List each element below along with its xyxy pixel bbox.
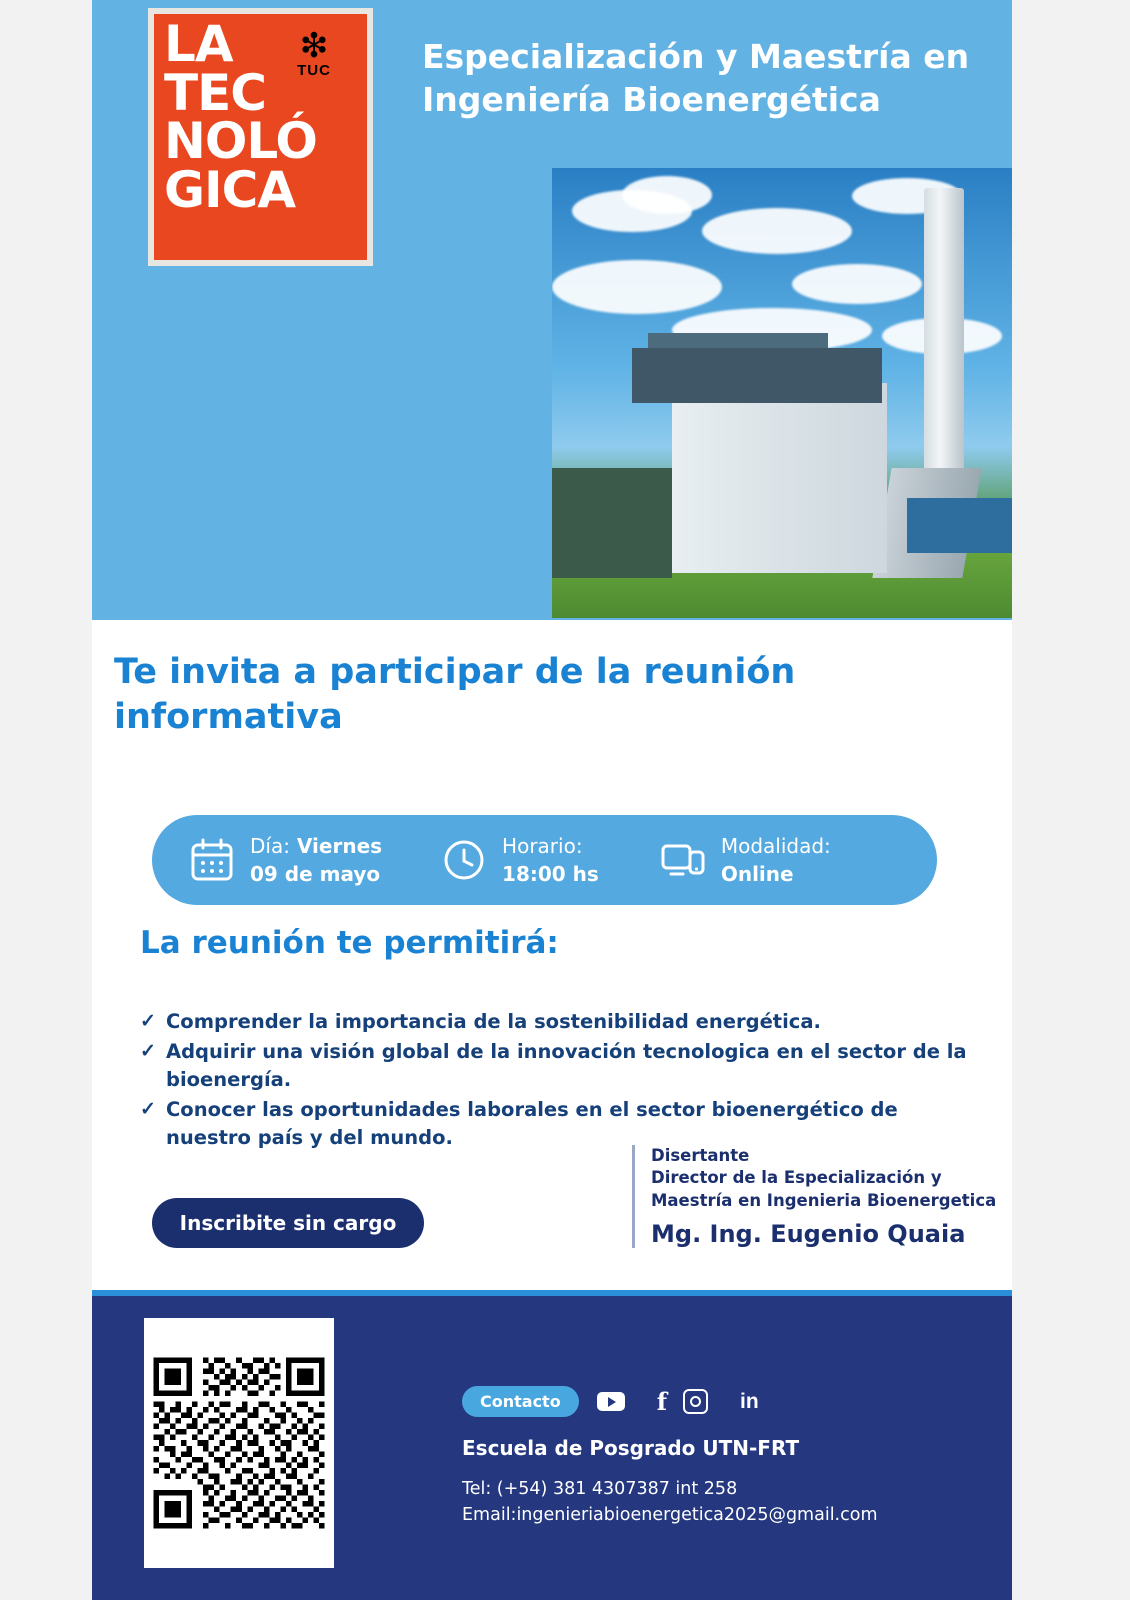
qr-code-image <box>148 1322 330 1564</box>
info-modality-value: Online <box>720 862 794 886</box>
check-icon: ✓ <box>140 1011 156 1032</box>
speaker-name: Mg. Ing. Eugenio Quaia <box>651 1219 966 1248</box>
online-screen-icon <box>659 836 707 884</box>
footer-phone: Tel: (+54) 381 4307387 int 258 <box>462 1479 738 1499</box>
benefit-item <box>140 1008 970 1036</box>
contact-badge: Contacto <box>462 1386 579 1417</box>
sun-of-may-icon <box>287 27 341 79</box>
info-date-label: Día: <box>250 833 290 858</box>
info-item-date <box>188 832 382 889</box>
info-date-value: Viernes <box>296 833 383 858</box>
bioenergy-plant-photo <box>552 168 1012 618</box>
info-modality-label: Modalidad: <box>720 833 831 858</box>
benefits-list <box>140 1008 970 1154</box>
sun-glyph: ❇ <box>299 27 329 65</box>
benefit-text: Conocer las oportunidades laborales en el sector bioenergético de nuestro país y del mundo. <box>166 1097 898 1149</box>
calendar-icon <box>188 836 236 884</box>
logo-line-1: LA <box>164 15 233 73</box>
qr-code[interactable] <box>144 1318 334 1568</box>
footer-school: Escuela de Posgrado UTN-FRT <box>462 1436 800 1460</box>
speaker-role-3: Maestría en Ingenieria Bioenergetica <box>651 1190 997 1210</box>
info-time-label: Horario: <box>502 833 583 858</box>
logo-tuc-label: TUC <box>297 62 331 79</box>
info-date-value2: 09 de mayo <box>250 862 381 886</box>
info-item-modality <box>659 832 831 889</box>
footer-contact-text <box>462 1436 878 1529</box>
register-button[interactable]: Inscribite sin cargo <box>152 1198 424 1248</box>
facebook-icon[interactable]: f <box>656 1387 668 1416</box>
youtube-icon[interactable] <box>597 1392 641 1411</box>
info-time-value: 18:00 hs <box>502 862 599 886</box>
linkedin-icon[interactable]: in <box>740 1389 759 1413</box>
logo-line-3: NOLÓ <box>164 112 317 170</box>
benefit-item <box>140 1038 970 1094</box>
info-item-time <box>440 832 599 889</box>
speaker-role-2: Director de la Especialización y <box>651 1168 942 1188</box>
info-date-text <box>250 832 382 889</box>
social-icons <box>597 1387 775 1416</box>
flyer-body <box>92 620 1012 1290</box>
logo-line-2: TEC <box>164 63 266 122</box>
info-time-text <box>502 832 599 889</box>
flyer-header <box>92 0 1012 620</box>
benefits-title: La reunión te permitirá: <box>140 925 559 961</box>
speaker-block <box>632 1145 1011 1248</box>
footer-email[interactable]: Email:ingenieriabioenergetica2025@gmail.com <box>462 1505 878 1526</box>
clock-icon <box>440 836 488 884</box>
benefit-item <box>140 1096 970 1152</box>
logo-inner <box>154 14 367 260</box>
flyer <box>92 0 1012 1600</box>
header-title: Especialización y Maestría en Ingeniería Bioenergética <box>422 37 970 119</box>
info-modality-text <box>721 832 831 889</box>
instagram-icon[interactable] <box>683 1389 724 1414</box>
logo-line-4: GICA <box>164 160 296 219</box>
check-icon: ✓ <box>140 1041 156 1062</box>
check-icon: ✓ <box>140 1098 156 1120</box>
speaker-role-1: Disertante <box>651 1146 750 1165</box>
utn-logo <box>148 8 373 266</box>
invite-title: Te invita a participar de la reunión informativa <box>114 652 796 737</box>
contact-row <box>462 1386 775 1417</box>
flyer-footer <box>92 1290 1012 1600</box>
event-info-pill <box>152 815 937 905</box>
benefit-text: Comprender la importancia de la sostenibilidad energética. <box>166 1010 821 1033</box>
benefit-text: Adquirir una visión global de la innovación tecnologica en el sector de la bioenergía. <box>166 1040 967 1091</box>
